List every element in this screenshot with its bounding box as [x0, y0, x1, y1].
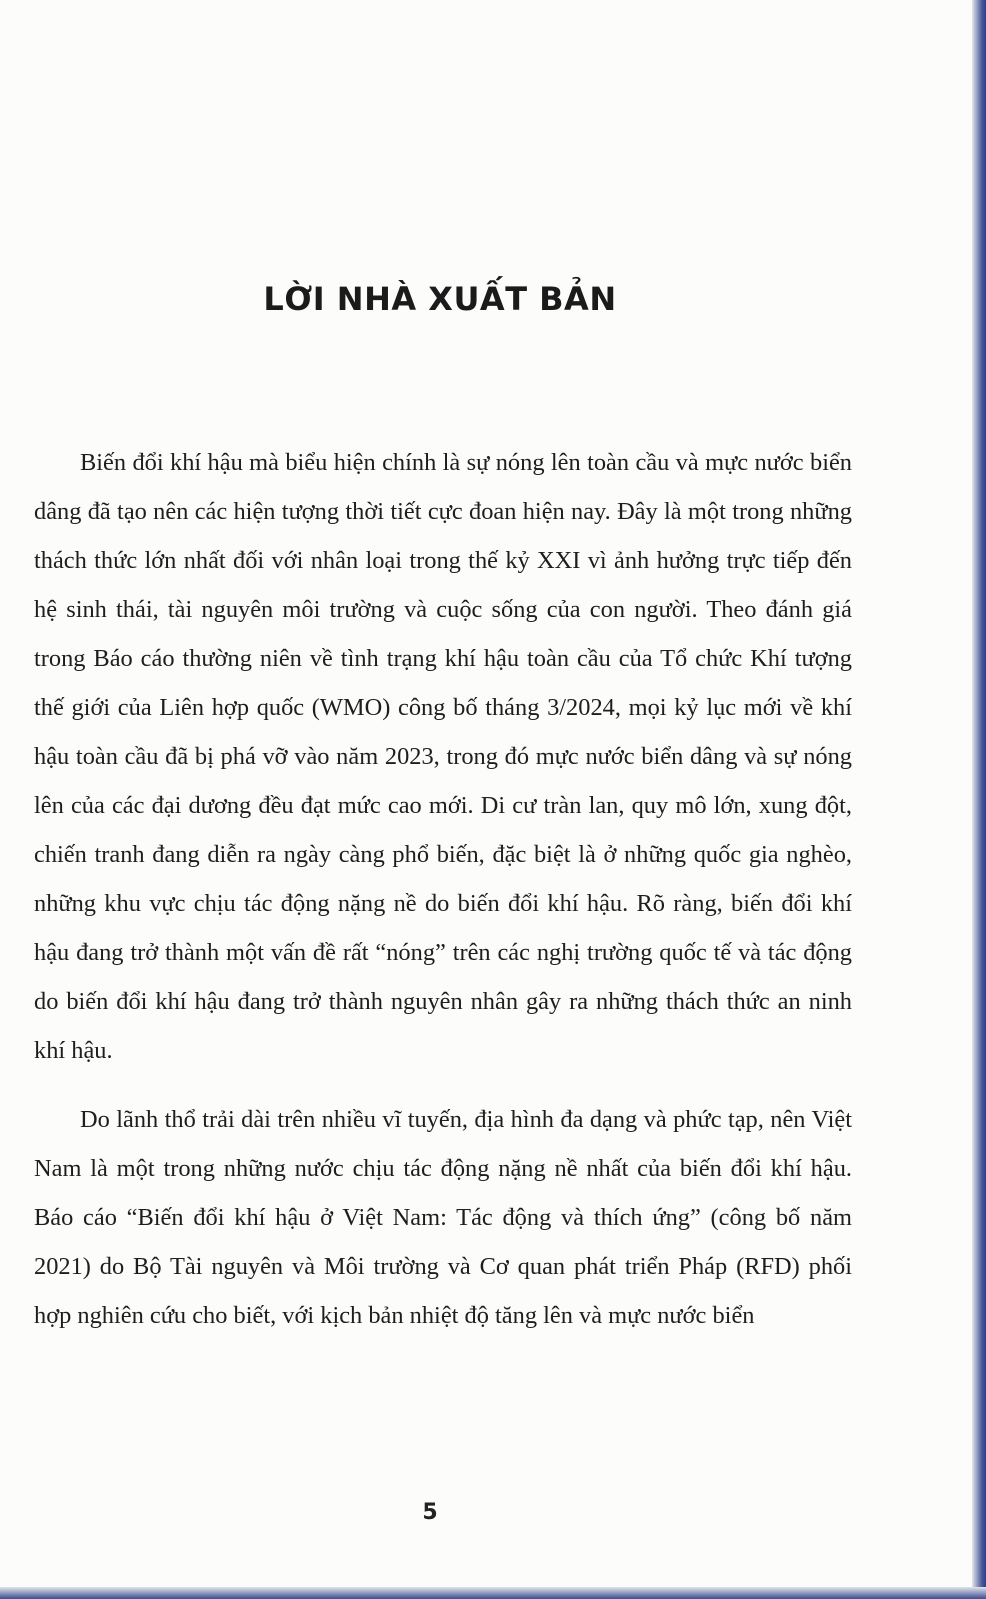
- page-number: 5: [422, 1500, 438, 1525]
- paragraph-1: Biến đổi khí hậu mà biểu hiện chính là sự nóng lên toàn cầu và mực nước biển dâng đã tạo nên các hiện tượng thời tiết cực đoan hiện nay. Đây là một trong những thách thức lớn nhất đối với nhân loại trong thế kỷ XXI vì ảnh hưởng trực tiếp đến hệ sinh thái, tài nguyên môi trường và cuộc sống của con người. Theo đánh giá trong Báo cáo thường niên về tình trạng khí hậu toàn cầu của Tổ chức Khí tượng thế giới của Liên hợp quốc (WMO) công bố tháng 3/2024, mọi kỷ lục mới về khí hậu toàn cầu đã bị phá vỡ vào năm 2023, trong đó mực nước biển dâng và sự nóng lên của các đại dương đều đạt mức cao mới. Di cư tràn lan, quy mô lớn, xung đột, chiến tranh đang diễn ra ngày càng phổ biến, đặc biệt là ở những quốc gia nghèo, những khu vực chịu tác động nặng nề do biến đổi khí hậu. Rõ ràng, biến đổi khí hậu đang trở thành một vấn đề rất “nóng” trên các nghị trường quốc tế và tác động do biến đổi khí hậu đang trở thành nguyên nhân gây ra những thách thức an ninh khí hậu.: [34, 449, 852, 1064]
- page-title: LỜI NHÀ XUẤT BẢN: [263, 280, 617, 318]
- page-edge-bottom: [0, 1587, 986, 1599]
- paragraph-2: Do lãnh thổ trải dài trên nhiều vĩ tuyến, địa hình đa dạng và phức tạp, nên Việt Nam là một trong những nước chịu tác động nặng nề nhất của biến đổi khí hậu. Báo cáo “Biến đổi khí hậu ở Việt Nam: Tác động và thích ứng” (công bố năm 2021) do Bộ Tài nguyên và Môi trường và Cơ quan phát triển Pháp (RFD) phối hợp nghiên cứu cho biết, với kịch bản nhiệt độ tăng lên và mực nước biển: [34, 1106, 852, 1329]
- body-text: [34, 438, 852, 1360]
- page-edge-right: [972, 0, 986, 1599]
